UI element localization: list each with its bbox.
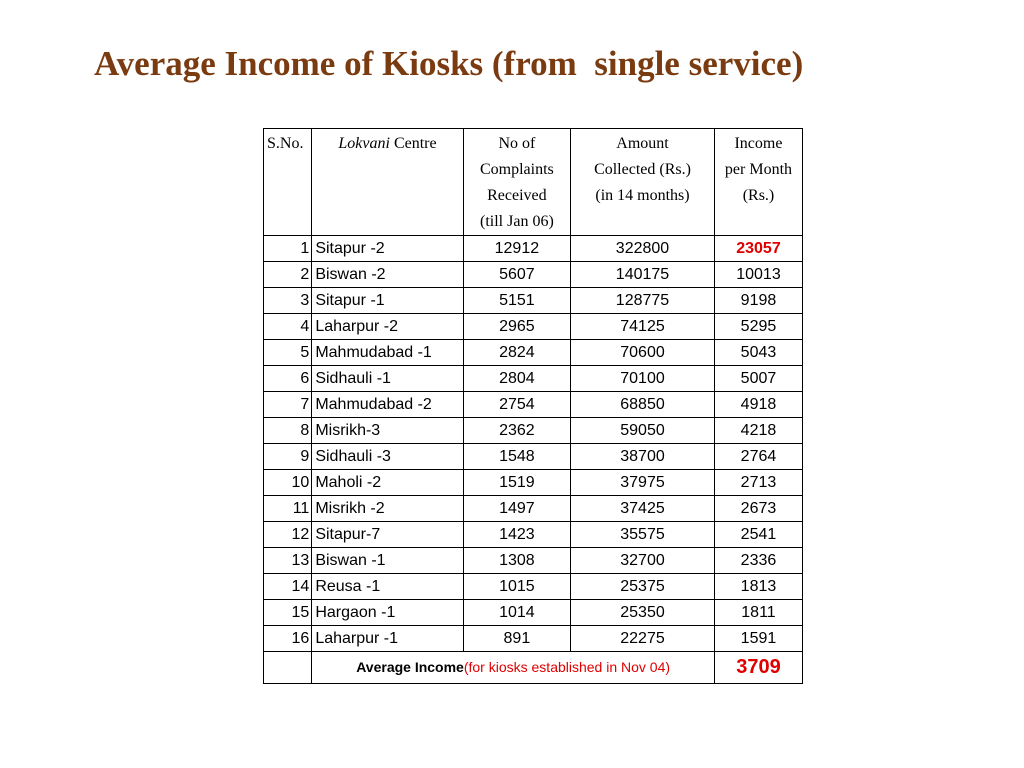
row-sno: 6: [264, 366, 312, 392]
row-sno: 2: [264, 262, 312, 288]
row-income: 4218: [714, 418, 802, 444]
average-label: Average Income: [356, 659, 464, 675]
row-income: 10013: [714, 262, 802, 288]
table-row: [264, 470, 803, 496]
row-centre: Mahmudabad -2: [312, 392, 463, 418]
row-amount: 22275: [571, 626, 715, 652]
header-complaints-line: No of: [498, 135, 536, 152]
row-amount: 74125: [571, 314, 715, 340]
row-income: 2336: [714, 548, 802, 574]
row-amount: 25350: [571, 600, 715, 626]
row-sno: 9: [264, 444, 312, 470]
table-row: [264, 574, 803, 600]
row-sno: 16: [264, 626, 312, 652]
row-amount: 37975: [571, 470, 715, 496]
row-income: 2764: [714, 444, 802, 470]
row-centre: Sidhauli -3: [312, 444, 463, 470]
header-sno: S.No.: [264, 129, 312, 236]
row-income: 5043: [714, 340, 802, 366]
row-income: 1811: [714, 600, 802, 626]
row-complaints: 2754: [463, 392, 570, 418]
row-centre: Biswan -1: [312, 548, 463, 574]
row-sno: 12: [264, 522, 312, 548]
row-sno: 8: [264, 418, 312, 444]
header-amount-line: (in 14 months): [595, 187, 690, 204]
table-row: [264, 600, 803, 626]
row-income: 1813: [714, 574, 802, 600]
row-complaints: 1497: [463, 496, 570, 522]
average-value: 3709: [714, 652, 802, 684]
header-amount-line: Collected (Rs.): [594, 161, 691, 178]
row-sno: 3: [264, 288, 312, 314]
table-row: [264, 418, 803, 444]
row-income: 5007: [714, 366, 802, 392]
table-row: [264, 262, 803, 288]
header-complaints-line: (till Jan 06): [480, 213, 554, 230]
row-centre: Misrikh -2: [312, 496, 463, 522]
row-centre: Misrikh-3: [312, 418, 463, 444]
row-sno: 13: [264, 548, 312, 574]
row-complaints: 2824: [463, 340, 570, 366]
row-sno: 4: [264, 314, 312, 340]
header-amount-line: Amount: [616, 135, 669, 152]
header-income-line: (Rs.): [742, 187, 775, 204]
table-row: [264, 522, 803, 548]
row-complaints: 2804: [463, 366, 570, 392]
row-complaints: 1308: [463, 548, 570, 574]
row-income: 5295: [714, 314, 802, 340]
header-income: [714, 129, 802, 236]
row-complaints: 1519: [463, 470, 570, 496]
average-row: [264, 652, 803, 684]
table-header-row: [264, 129, 803, 236]
table-row: [264, 314, 803, 340]
average-label-cell: [312, 652, 715, 684]
row-income: 4918: [714, 392, 802, 418]
header-complaints-line: Complaints: [479, 161, 554, 178]
table-row: [264, 392, 803, 418]
row-income: 2541: [714, 522, 802, 548]
header-amount: [571, 129, 715, 236]
table-row: [264, 236, 803, 262]
header-centre-rest: Centre: [393, 135, 437, 152]
table-row: [264, 340, 803, 366]
row-income: 1591: [714, 626, 802, 652]
row-amount: 70100: [571, 366, 715, 392]
row-sno: 7: [264, 392, 312, 418]
row-amount: 37425: [571, 496, 715, 522]
row-sno: 14: [264, 574, 312, 600]
row-sno: 10: [264, 470, 312, 496]
row-centre: Sitapur -2: [312, 236, 463, 262]
header-complaints-line: Received: [487, 187, 547, 204]
row-income: 2713: [714, 470, 802, 496]
row-centre: Maholi -2: [312, 470, 463, 496]
header-complaints: [463, 129, 570, 236]
row-income: 23057: [714, 236, 802, 262]
row-complaints: 2362: [463, 418, 570, 444]
table-row: [264, 444, 803, 470]
row-complaints: 2965: [463, 314, 570, 340]
kiosk-income-table: [263, 128, 803, 684]
table-row: [264, 496, 803, 522]
row-centre: Sidhauli -1: [312, 366, 463, 392]
row-centre: Laharpur -2: [312, 314, 463, 340]
row-centre: Sitapur -1: [312, 288, 463, 314]
row-amount: 32700: [571, 548, 715, 574]
row-sno: 15: [264, 600, 312, 626]
row-complaints: 1015: [463, 574, 570, 600]
table-row: [264, 626, 803, 652]
header-income-line: Income: [734, 135, 783, 152]
row-centre: Laharpur -1: [312, 626, 463, 652]
row-complaints: 5607: [463, 262, 570, 288]
table-row: [264, 548, 803, 574]
row-amount: 35575: [571, 522, 715, 548]
table-row: [264, 288, 803, 314]
header-income-line: per Month: [724, 161, 793, 178]
header-centre: [312, 129, 463, 236]
row-amount: 322800: [571, 236, 715, 262]
row-amount: 140175: [571, 262, 715, 288]
average-note: (for kiosks established in Nov 04): [463, 659, 671, 675]
row-sno: 5: [264, 340, 312, 366]
row-income: 9198: [714, 288, 802, 314]
page-title: Average Income of Kiosks (from single service): [94, 44, 804, 83]
row-amount: 38700: [571, 444, 715, 470]
row-complaints: 12912: [463, 236, 570, 262]
row-amount: 59050: [571, 418, 715, 444]
table-row: [264, 366, 803, 392]
row-complaints: 5151: [463, 288, 570, 314]
table-body: [264, 236, 803, 652]
row-sno: 11: [264, 496, 312, 522]
row-centre: Biswan -2: [312, 262, 463, 288]
row-centre: Hargaon -1: [312, 600, 463, 626]
row-centre: Sitapur-7: [312, 522, 463, 548]
row-complaints: 1014: [463, 600, 570, 626]
row-amount: 70600: [571, 340, 715, 366]
row-complaints: 1548: [463, 444, 570, 470]
header-centre-italic: Lokvani: [338, 135, 390, 152]
row-complaints: 1423: [463, 522, 570, 548]
row-complaints: 891: [463, 626, 570, 652]
row-income: 2673: [714, 496, 802, 522]
row-centre: Mahmudabad -1: [312, 340, 463, 366]
row-sno: 1: [264, 236, 312, 262]
average-sno-cell: [264, 652, 312, 684]
row-amount: 128775: [571, 288, 715, 314]
row-centre: Reusa -1: [312, 574, 463, 600]
row-amount: 25375: [571, 574, 715, 600]
row-amount: 68850: [571, 392, 715, 418]
